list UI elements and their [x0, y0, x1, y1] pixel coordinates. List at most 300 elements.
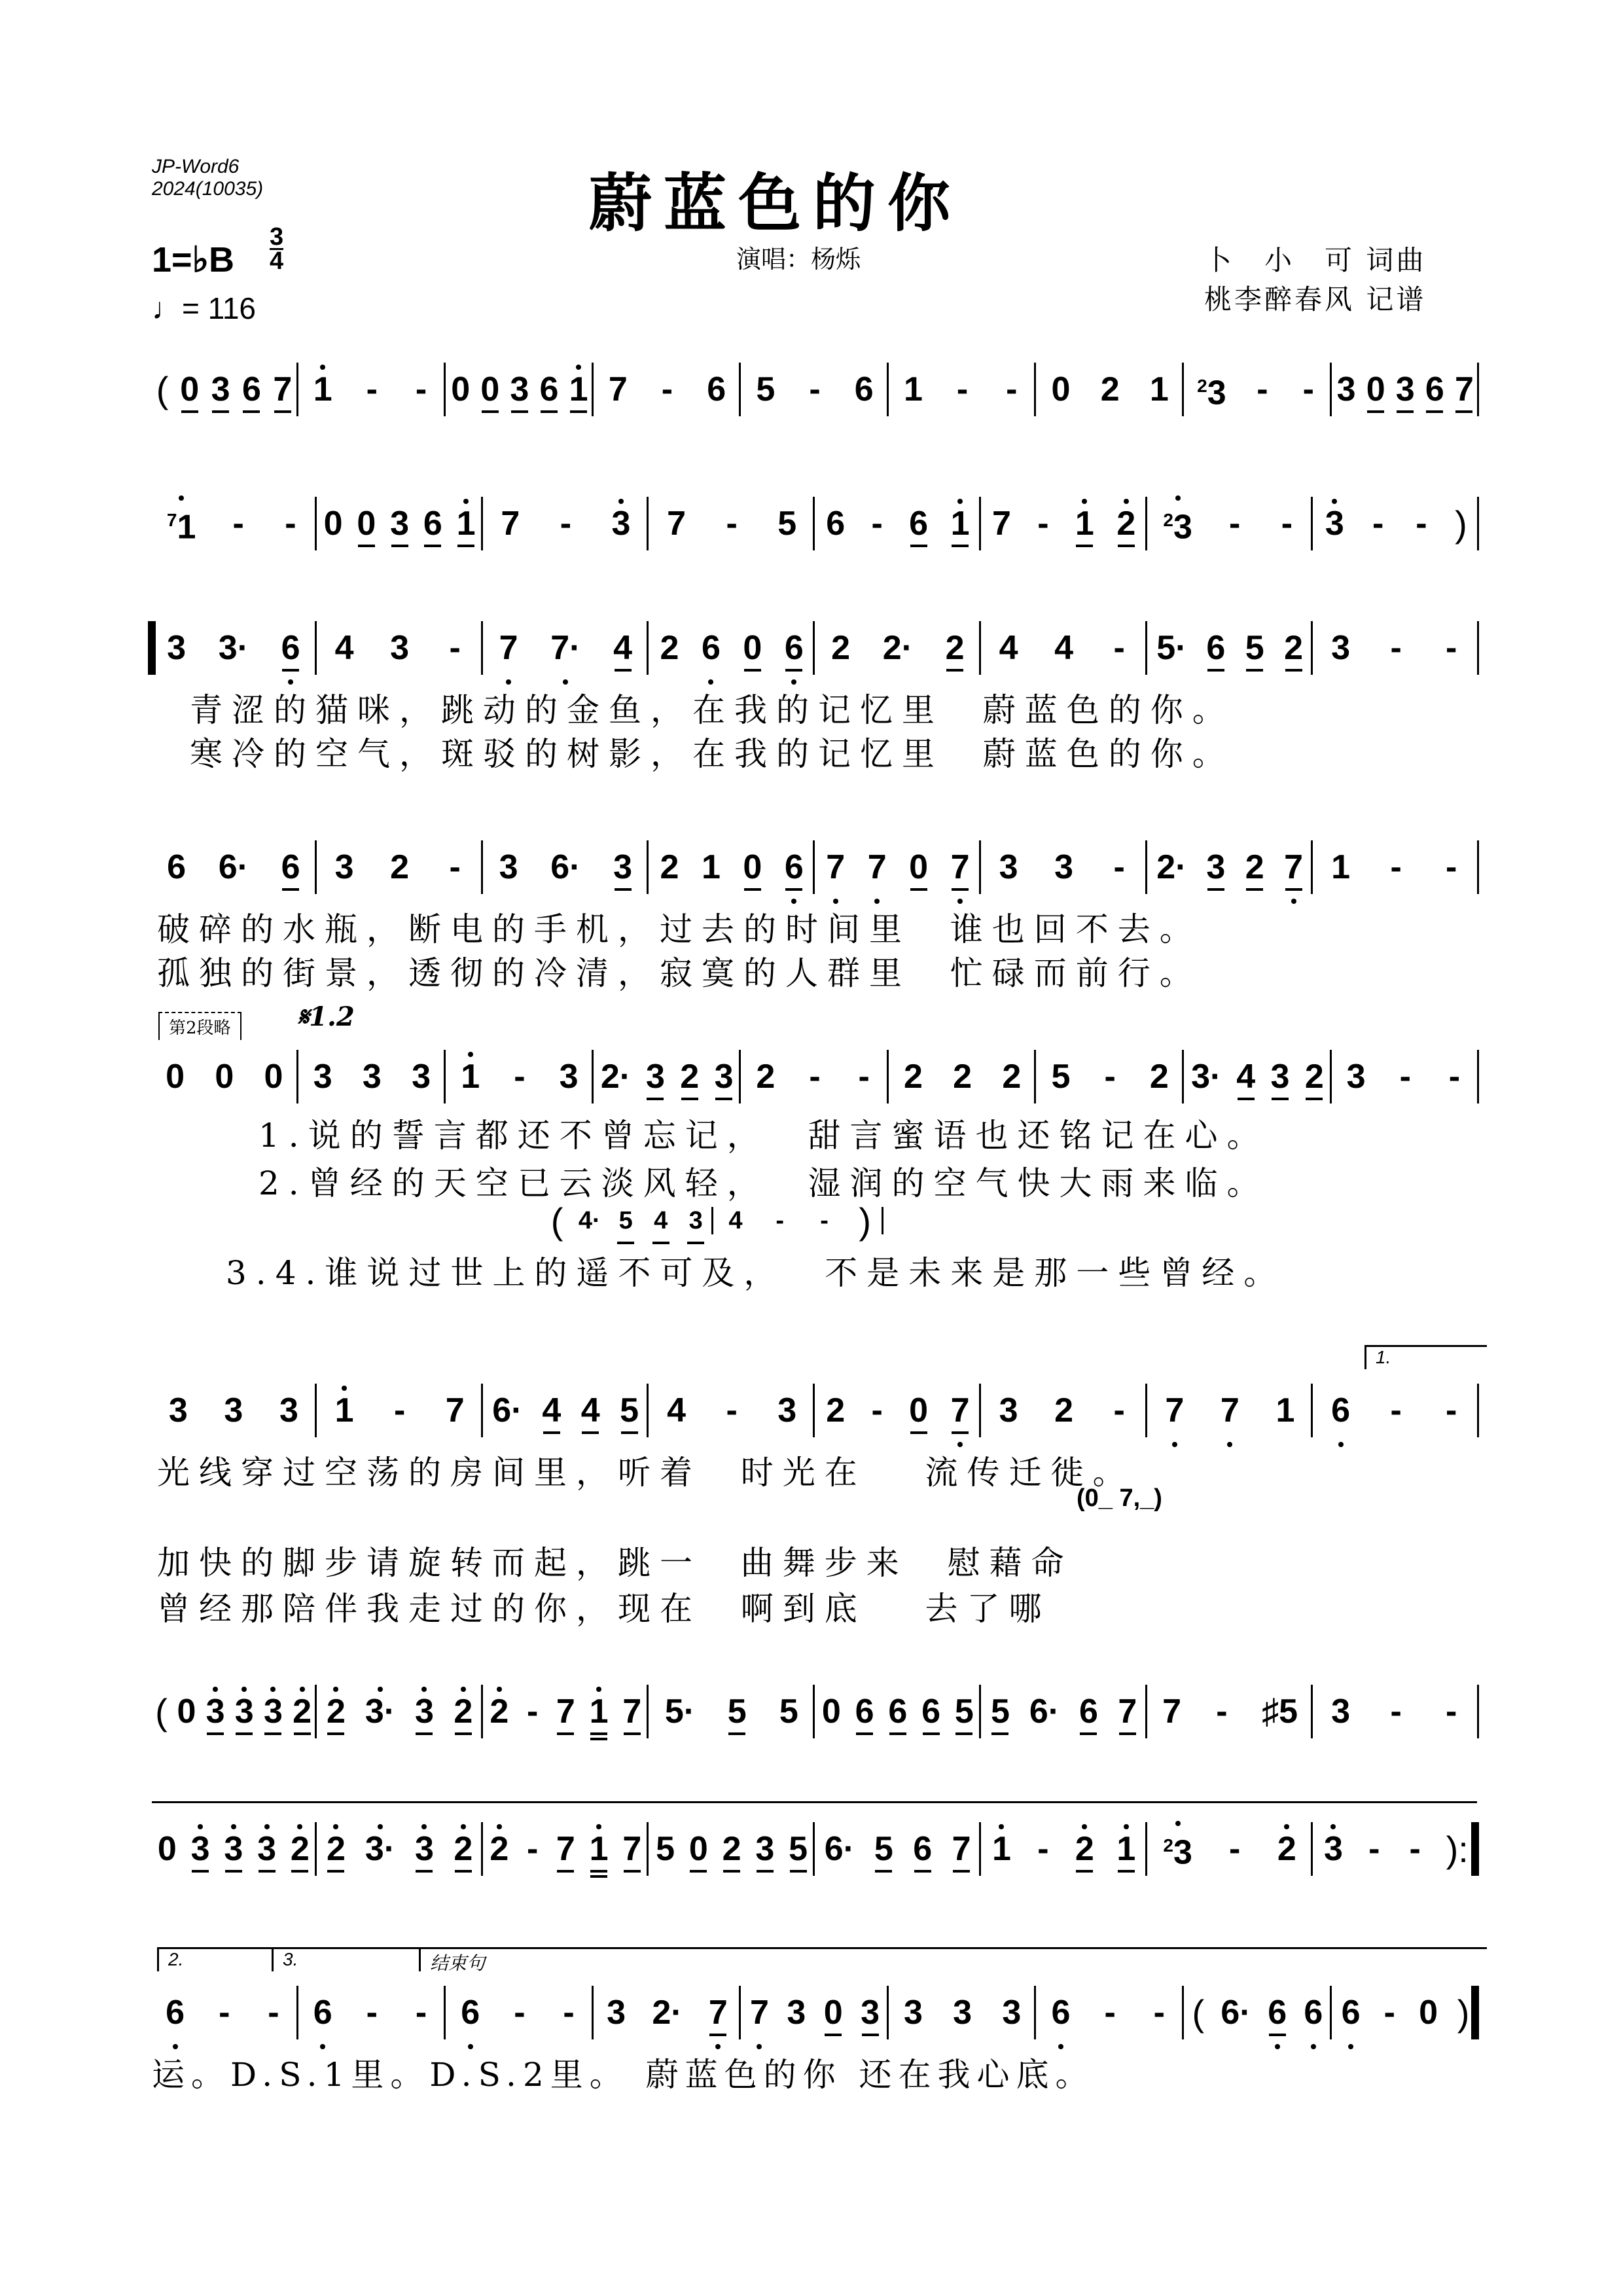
- note: -: [1390, 1391, 1402, 1429]
- note: 3: [1325, 504, 1344, 543]
- note: 0: [451, 370, 471, 408]
- note: 6: [281, 628, 300, 668]
- note: 2: [903, 1058, 923, 1096]
- note: 2: [1116, 504, 1136, 543]
- segno-mark: 𝄋1.2: [298, 1001, 355, 1032]
- note: 6: [242, 370, 261, 408]
- measure: [1147, 488, 1313, 560]
- measure: [1313, 1676, 1479, 1748]
- measure: [1313, 1374, 1479, 1446]
- note: -: [1383, 1994, 1395, 2032]
- measure: [741, 1041, 889, 1113]
- lyric-chorus2-line3: 曾经那陪伴我走过的你，现在 啊到底 去了哪: [157, 1590, 1051, 1628]
- note: 0: [264, 1058, 283, 1096]
- note: 2·: [1156, 848, 1187, 886]
- note: -: [219, 1994, 230, 2032]
- measure: [1184, 353, 1332, 425]
- note: 6: [461, 1993, 480, 2032]
- measure: [594, 353, 741, 425]
- note: 6: [888, 1693, 908, 1731]
- measure: [1036, 1041, 1184, 1113]
- note: 7: [1220, 1391, 1240, 1430]
- note: $^7$1: [167, 501, 196, 547]
- note: 1: [903, 370, 923, 408]
- note: 1: [589, 1692, 609, 1731]
- note: 3: [167, 629, 187, 667]
- lyric-ending: 运。D.S.1里。D.S.2里。 蔚蓝色的你 还在我心底。: [152, 2056, 1095, 2094]
- note: 3: [903, 1994, 923, 2032]
- measure: [483, 1813, 649, 1885]
- note: 3: [168, 1391, 188, 1429]
- measure: [1147, 612, 1313, 684]
- tempo-marking: ♩= 116: [152, 291, 256, 325]
- system-ending: [151, 1977, 1479, 2049]
- note: 1: [1075, 504, 1094, 543]
- note: 4: [542, 1391, 562, 1429]
- note: 2: [1100, 370, 1120, 408]
- measure: [1332, 1041, 1480, 1113]
- note: 0: [1419, 1994, 1438, 2032]
- note: 1: [589, 1829, 609, 1869]
- note: 6: [1331, 1391, 1351, 1430]
- note: 6·: [1221, 1994, 1251, 2032]
- note: 4: [613, 629, 633, 667]
- note: 3: [559, 1058, 579, 1096]
- note: 7: [826, 848, 846, 887]
- barline: [882, 1207, 883, 1234]
- note: 0: [821, 1693, 841, 1731]
- note: 6: [784, 848, 804, 887]
- note: -: [1113, 1391, 1125, 1429]
- note: 6: [921, 1693, 941, 1731]
- note: -: [1228, 505, 1241, 543]
- note: 1: [701, 848, 721, 886]
- note: -: [1409, 1830, 1421, 1868]
- note: 2: [290, 1829, 310, 1869]
- measure: [483, 1676, 649, 1748]
- measure: [1036, 1977, 1184, 2049]
- note: 2: [293, 1692, 312, 1731]
- barline: [1477, 840, 1479, 894]
- note: 6: [701, 628, 721, 668]
- measure: [815, 831, 981, 903]
- measure: [317, 1676, 483, 1748]
- note: 3: [224, 1829, 243, 1869]
- note: -: [1390, 848, 1402, 886]
- lyric-chorus1-line1: 1.说的誓言都还不曾忘记， 甜言蜜语也还铭记在心。: [259, 1117, 1269, 1155]
- time-signature: [270, 223, 284, 275]
- note: 3·: [1191, 1058, 1222, 1096]
- note: 1: [456, 504, 476, 543]
- note: -: [809, 1058, 821, 1096]
- parenthesis: ): [1455, 503, 1467, 545]
- note: -: [1228, 1830, 1241, 1868]
- measure: [815, 1813, 981, 1885]
- measure: [317, 612, 483, 684]
- measure: [981, 488, 1147, 560]
- measure: [1147, 1676, 1313, 1748]
- note: 3: [334, 848, 354, 886]
- note: 0: [1366, 370, 1385, 408]
- note: -: [1416, 505, 1427, 543]
- note: 7: [1165, 1391, 1185, 1430]
- note: 7: [950, 848, 970, 887]
- note: -: [1390, 1693, 1402, 1731]
- note: -: [1257, 370, 1268, 408]
- transcriber-credit: 桃李醉春风 记谱: [1204, 283, 1427, 315]
- note: -: [1104, 1994, 1116, 2032]
- note: 5: [874, 1830, 893, 1868]
- song-title: 蔚蓝色的你: [589, 166, 962, 240]
- parenthesis: ):: [1446, 1828, 1469, 1870]
- grace-note: 7: [166, 509, 177, 530]
- note: 3: [953, 1994, 972, 2032]
- note: 3: [510, 370, 529, 408]
- note: 2·: [882, 629, 913, 667]
- note: 2: [1149, 1058, 1169, 1096]
- measure: [815, 1374, 981, 1446]
- grace-note: 2: [1163, 509, 1173, 530]
- note: 7: [556, 1693, 575, 1731]
- note: 2: [660, 629, 679, 667]
- note: -: [415, 370, 427, 408]
- system-intro-2: [151, 488, 1479, 560]
- note: 1: [1275, 1391, 1295, 1429]
- note: 3·: [218, 629, 249, 667]
- singer-credit: 演唱：杨烁: [736, 245, 861, 274]
- measure: [649, 1813, 815, 1885]
- note: 0: [215, 1058, 234, 1096]
- note: 1: [569, 370, 588, 409]
- note: -: [820, 1207, 829, 1234]
- note: 2: [680, 1058, 700, 1096]
- measure: [298, 353, 446, 425]
- note: -: [514, 1994, 526, 2032]
- parenthesis: (: [156, 368, 169, 410]
- note: 5: [1245, 629, 1264, 667]
- note: 7: [622, 1830, 642, 1868]
- system-verse-1: [151, 612, 1479, 684]
- note: 5: [777, 505, 797, 543]
- note: -: [1446, 1693, 1457, 1731]
- lyric-verse2-line2: 孤独的街景，透彻的冷清，寂寞的人群里 忙碌而前行。: [157, 954, 1202, 992]
- note: 3: [613, 848, 633, 886]
- measure: [1147, 831, 1313, 903]
- note: 3·: [365, 1692, 395, 1731]
- system-intro-1: [151, 353, 1479, 425]
- note: 3: [234, 1692, 254, 1731]
- note: 0: [157, 1830, 177, 1868]
- note: 0: [180, 370, 200, 408]
- note: -: [563, 1994, 575, 2032]
- note: 2: [1075, 1829, 1094, 1869]
- note: 6·: [492, 1391, 523, 1429]
- note: 3: [499, 848, 518, 886]
- note: 3: [362, 1058, 382, 1096]
- note: 1: [461, 1057, 480, 1096]
- grace-note: 2: [1197, 375, 1207, 396]
- note: 7: [499, 628, 518, 668]
- note: 3: [414, 1829, 434, 1869]
- note: 4: [651, 1201, 671, 1240]
- measure: [889, 353, 1037, 425]
- parenthesis: (: [550, 1200, 563, 1242]
- note: 6: [313, 1993, 332, 2032]
- interlude-notes: [543, 1198, 883, 1244]
- parenthesis: ): [1457, 1992, 1470, 2034]
- note: 3: [390, 629, 410, 667]
- measure: [1313, 488, 1479, 560]
- note: -: [268, 1994, 279, 2032]
- measure: [649, 1374, 815, 1446]
- measure: [151, 1977, 298, 2049]
- note: 3: [313, 1058, 332, 1096]
- note: 5: [1051, 1058, 1071, 1096]
- note: 1: [991, 1829, 1011, 1869]
- note: 5: [656, 1830, 675, 1868]
- note: 3: [1270, 1058, 1290, 1096]
- note: 3: [999, 848, 1018, 886]
- note: -: [1399, 1058, 1411, 1096]
- note: 5: [620, 1391, 639, 1429]
- note: $^2$3: [1163, 501, 1192, 547]
- note: 5: [779, 1693, 798, 1731]
- note: 3: [1346, 1058, 1366, 1096]
- note: 3: [211, 370, 230, 408]
- note: -: [1037, 1830, 1049, 1868]
- note: -: [858, 1058, 870, 1096]
- lyric-chorus1-line3-4: 3.4.谁说过世上的遥不可及， 不是未来是那一些曾经。: [226, 1254, 1286, 1292]
- measure: [543, 1198, 713, 1244]
- note: 3: [607, 1994, 626, 2032]
- lyric-chorus2-line1: 光线穿过空荡的房间里，听着 时光在 流传迁徙。: [157, 1454, 1135, 1492]
- note: -: [1006, 370, 1018, 408]
- note: 2: [454, 1829, 473, 1869]
- note: 2: [1277, 1829, 1296, 1869]
- note: 3: [714, 1058, 734, 1096]
- note: 1: [950, 504, 970, 543]
- measure: [981, 1676, 1147, 1748]
- measure: [981, 1374, 1147, 1446]
- note: 2: [326, 1692, 346, 1731]
- parenthesis: (: [1192, 1992, 1205, 2034]
- note: 1: [1149, 370, 1169, 408]
- measure: [815, 1676, 981, 1748]
- note: -: [1368, 1830, 1380, 1868]
- note: 4: [1236, 1058, 1256, 1096]
- note: -: [726, 1391, 738, 1429]
- measure: [1313, 612, 1479, 684]
- note: 6: [1425, 370, 1444, 408]
- note: 2: [490, 1829, 509, 1869]
- note: 4: [1054, 629, 1074, 667]
- note: 5: [756, 370, 776, 408]
- note: 3: [190, 1829, 210, 1869]
- note: -: [1446, 629, 1457, 667]
- note: 3: [1331, 1693, 1350, 1731]
- note: 2: [1002, 1058, 1022, 1096]
- note: 6: [1079, 1693, 1098, 1731]
- note: 1: [313, 370, 332, 409]
- note: 2: [660, 848, 679, 886]
- note: 2: [953, 1058, 972, 1096]
- note: -: [956, 370, 969, 408]
- note: 3: [686, 1201, 705, 1240]
- note: 6·: [1029, 1693, 1060, 1731]
- measure: [317, 1374, 483, 1446]
- note: 4·: [578, 1207, 601, 1234]
- alt-notes: (0_ 7,_): [1077, 1484, 1162, 1512]
- note: 6: [539, 370, 559, 408]
- lyric-verse1-line2: 寒冷的空气，斑驳的树影，在我的记忆里 蔚蓝色的你。: [190, 735, 1234, 773]
- note: 3: [1002, 1994, 1022, 2032]
- note: 7: [273, 370, 293, 408]
- note: 2: [1304, 1058, 1324, 1096]
- measure: [649, 831, 815, 903]
- note: 3: [777, 1391, 797, 1429]
- note: 3: [390, 505, 410, 543]
- grace-note: 2: [1163, 1835, 1173, 1856]
- note: 0: [909, 848, 929, 886]
- note: 7: [1284, 848, 1304, 887]
- barline: [1471, 1986, 1479, 2039]
- note: 5: [616, 1201, 635, 1240]
- parenthesis: ): [859, 1200, 872, 1242]
- note: -: [514, 1058, 526, 1096]
- barline: [1471, 1822, 1479, 1876]
- measure: [649, 488, 815, 560]
- measure: [1332, 1977, 1480, 2049]
- measure: [1184, 1977, 1332, 2049]
- note: 3: [1395, 370, 1415, 408]
- measure: [483, 488, 649, 560]
- note: 7: [667, 505, 686, 543]
- measure: [151, 488, 317, 560]
- note: 2: [945, 629, 965, 667]
- note: 2·: [652, 1994, 683, 2032]
- measure: [1147, 1374, 1313, 1446]
- note: 6: [423, 505, 442, 543]
- note: -: [776, 1207, 785, 1234]
- measure: [317, 1813, 483, 1885]
- note: -: [449, 848, 461, 886]
- note: -: [285, 505, 296, 543]
- note: 2·: [600, 1058, 632, 1096]
- note: 4: [999, 629, 1018, 667]
- note: 6: [167, 848, 187, 886]
- measure: [981, 612, 1147, 684]
- note: -: [393, 1391, 406, 1429]
- note: 2: [490, 1692, 509, 1731]
- note: 7: [1455, 370, 1474, 408]
- lyric-verse1-line1: 青涩的猫咪，跳动的金鱼，在我的记忆里 蔚蓝色的你。: [190, 691, 1234, 729]
- system-chorus-2: [151, 1374, 1479, 1446]
- note: 3: [1336, 370, 1356, 408]
- key-signature: 1=♭B: [152, 240, 235, 279]
- measure: [713, 1198, 883, 1244]
- note: -: [1446, 1391, 1457, 1429]
- note: 1: [1331, 848, 1350, 886]
- note: 7: [749, 1993, 769, 2032]
- note: $^2$3: [1197, 374, 1226, 412]
- note: -: [1390, 629, 1402, 667]
- note: 3: [787, 1994, 806, 2032]
- measure: [594, 1041, 741, 1113]
- note: 6: [1051, 1993, 1071, 2032]
- note: 0: [323, 505, 343, 543]
- note: 0: [743, 848, 762, 886]
- barline: [1477, 621, 1479, 675]
- volta-2: 2.: [157, 1947, 276, 1971]
- measure: [741, 353, 889, 425]
- note: 7: [1162, 1693, 1182, 1731]
- note: 2: [1054, 1391, 1074, 1429]
- measure: [889, 1977, 1037, 2049]
- note: 5: [990, 1693, 1010, 1731]
- note: 7·: [550, 628, 580, 668]
- barline: [1477, 363, 1479, 416]
- note: 1: [1116, 1829, 1136, 1869]
- note: 6·: [218, 848, 249, 886]
- note: 2: [756, 1058, 776, 1096]
- measure: [298, 1041, 446, 1113]
- measure: [649, 612, 815, 684]
- note: -: [871, 505, 883, 543]
- note: 7: [992, 505, 1011, 543]
- note: 6: [1304, 1993, 1323, 2032]
- measure: [649, 1676, 815, 1748]
- note: 0: [743, 629, 762, 667]
- section-tag: 第2段略: [158, 1012, 241, 1040]
- measure: [1313, 831, 1479, 903]
- measure: [483, 831, 649, 903]
- measure: [317, 831, 483, 903]
- note: 2: [722, 1830, 741, 1868]
- note: 3: [1331, 629, 1350, 667]
- note: 3: [861, 1994, 880, 2032]
- note: 6: [854, 370, 874, 408]
- note: 7: [708, 1993, 728, 2032]
- note: 7: [950, 1391, 970, 1430]
- volta-3: 3.: [272, 1947, 423, 1971]
- note: -: [1216, 1693, 1228, 1731]
- note: -: [1104, 1058, 1116, 1096]
- note: 3: [611, 504, 631, 543]
- measure: [815, 488, 981, 560]
- note: 6: [826, 505, 846, 543]
- note: 5·: [1156, 629, 1187, 667]
- note: 6: [913, 1830, 933, 1868]
- note: 2: [826, 1391, 846, 1429]
- note: 0: [166, 1058, 185, 1096]
- note: 7: [501, 505, 520, 543]
- note: 6: [855, 1693, 874, 1731]
- time-denominator: 4: [270, 247, 284, 275]
- measure: [981, 1813, 1147, 1885]
- measure: [741, 1977, 889, 2049]
- note: 7: [556, 1830, 575, 1868]
- note: 7: [867, 848, 887, 887]
- note: -: [526, 1693, 539, 1731]
- system-interlude-2: [151, 1813, 1479, 1885]
- measure: [889, 1041, 1037, 1113]
- note: -: [1372, 505, 1384, 543]
- measure: [483, 612, 649, 684]
- note: -: [415, 1994, 427, 2032]
- note: -: [232, 505, 244, 543]
- note: 6: [1268, 1993, 1287, 2032]
- note: 0: [480, 370, 500, 408]
